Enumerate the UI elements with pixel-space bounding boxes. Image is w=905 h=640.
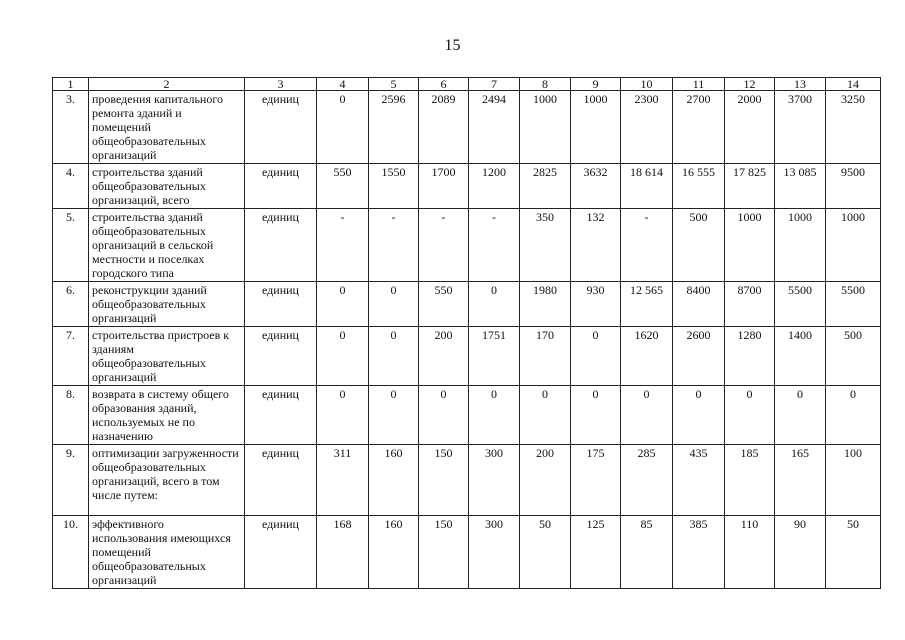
row-description: возврата в систему общего образования зданий, используемых не по назначению [89,386,245,445]
table-cell: 50 [826,516,881,589]
row-unit: единиц [245,91,317,164]
table-cell: 500 [826,327,881,386]
header-row [53,78,881,91]
column-header: 7 [469,78,520,91]
table-cell: - [369,209,419,282]
table-cell: 18 614 [621,164,673,209]
table-cell: 2596 [369,91,419,164]
column-header: 14 [826,78,881,91]
table-cell: 300 [469,445,520,516]
table-cell: 16 555 [673,164,725,209]
column-header: 11 [673,78,725,91]
table-cell: 0 [775,386,826,445]
table-cell: 0 [571,327,621,386]
table-cell: 2700 [673,91,725,164]
row-description: эффективного использования имеющихся помещений общеобразовательных организаций [89,516,245,589]
row-unit: единиц [245,164,317,209]
table-cell: 200 [419,327,469,386]
column-header: 12 [725,78,775,91]
column-header: 9 [571,78,621,91]
table-cell: 13 085 [775,164,826,209]
row-unit: единиц [245,327,317,386]
table-row [53,282,881,327]
table-cell: 85 [621,516,673,589]
table-cell: - [419,209,469,282]
table-cell: 0 [369,386,419,445]
table-cell: 550 [419,282,469,327]
table-cell: 132 [571,209,621,282]
table-cell: 1000 [571,91,621,164]
row-number: 9. [53,445,89,516]
table-cell: 2494 [469,91,520,164]
column-header: 13 [775,78,826,91]
table-cell: 200 [520,445,571,516]
row-unit: единиц [245,282,317,327]
column-header: 10 [621,78,673,91]
table-cell: 170 [520,327,571,386]
table-cell: 1000 [725,209,775,282]
table-cell: 1400 [775,327,826,386]
table-cell: 5500 [826,282,881,327]
table-cell: 1200 [469,164,520,209]
table-row [53,516,881,589]
table-cell: 160 [369,445,419,516]
column-header: 5 [369,78,419,91]
table-cell: 1700 [419,164,469,209]
row-description: оптимизации загруженности общеобразовательных организаций, всего в том числе путем: [89,445,245,516]
data-table [52,77,881,589]
row-description: проведения капитального ремонта зданий и помещений общеобразовательных организаций [89,91,245,164]
row-unit: единиц [245,516,317,589]
table-cell: 0 [369,327,419,386]
table-cell: - [469,209,520,282]
table-cell: 0 [317,282,369,327]
table-cell: - [317,209,369,282]
table-row [53,91,881,164]
table-row [53,445,881,516]
row-number: 8. [53,386,89,445]
table-cell: 0 [621,386,673,445]
table-cell: 90 [775,516,826,589]
table-cell: 350 [520,209,571,282]
table-row [53,164,881,209]
table-cell: 0 [419,386,469,445]
table-row [53,327,881,386]
column-header: 1 [53,78,89,91]
table-cell: 125 [571,516,621,589]
column-header: 2 [89,78,245,91]
row-number: 7. [53,327,89,386]
table-cell: 3700 [775,91,826,164]
table-cell: 1751 [469,327,520,386]
table-cell: 385 [673,516,725,589]
row-number: 5. [53,209,89,282]
table-cell: 50 [520,516,571,589]
table-cell: 1000 [775,209,826,282]
row-number: 4. [53,164,89,209]
table-cell: 0 [369,282,419,327]
table-row [53,386,881,445]
table-cell: 1550 [369,164,419,209]
table-cell: 5500 [775,282,826,327]
table-cell: 0 [469,386,520,445]
table-cell: 0 [317,327,369,386]
table-cell: 8700 [725,282,775,327]
table-cell: 930 [571,282,621,327]
row-number: 6. [53,282,89,327]
table-cell: 110 [725,516,775,589]
table-cell: 3632 [571,164,621,209]
column-header: 4 [317,78,369,91]
column-header: 3 [245,78,317,91]
table-cell: 1000 [826,209,881,282]
row-number: 3. [53,91,89,164]
table-cell: 1000 [520,91,571,164]
table-cell: 3250 [826,91,881,164]
table-cell: 0 [673,386,725,445]
table-cell: 12 565 [621,282,673,327]
row-description: строительства пристроев к зданиям общеобразовательных организаций [89,327,245,386]
table-cell: 2825 [520,164,571,209]
table-cell: 8400 [673,282,725,327]
table-cell: 2600 [673,327,725,386]
table-cell: 185 [725,445,775,516]
table-cell: 1980 [520,282,571,327]
table-cell: 100 [826,445,881,516]
table-row [53,209,881,282]
table-cell: 168 [317,516,369,589]
row-description: строительства зданий общеобразовательных организаций, всего [89,164,245,209]
table-cell: 500 [673,209,725,282]
table-cell: 2000 [725,91,775,164]
table-cell: 300 [469,516,520,589]
table-cell: 1620 [621,327,673,386]
table-cell: 0 [571,386,621,445]
table-cell: 9500 [826,164,881,209]
table-cell: 17 825 [725,164,775,209]
table-cell: 0 [520,386,571,445]
table-cell: 435 [673,445,725,516]
table-cell: 2300 [621,91,673,164]
table-cell: 150 [419,516,469,589]
table-cell: 0 [469,282,520,327]
row-number: 10. [53,516,89,589]
column-header: 8 [520,78,571,91]
table-cell: 2089 [419,91,469,164]
table-cell: 165 [775,445,826,516]
table-cell: 0 [317,386,369,445]
table-cell: 550 [317,164,369,209]
row-unit: единиц [245,386,317,445]
row-description: строительства зданий общеобразовательных организаций в сельской местности и поселках городского типа [89,209,245,282]
row-unit: единиц [245,445,317,516]
table-cell: 160 [369,516,419,589]
table-cell: 1280 [725,327,775,386]
table-cell: - [621,209,673,282]
table-cell: 150 [419,445,469,516]
column-header: 6 [419,78,469,91]
row-description: реконструкции зданий общеобразовательных организаций [89,282,245,327]
table-cell: 175 [571,445,621,516]
table-cell: 0 [725,386,775,445]
page-number: 15 [444,37,461,54]
table-cell: 0 [826,386,881,445]
table-cell: 285 [621,445,673,516]
table-cell: 311 [317,445,369,516]
table-cell: 0 [317,91,369,164]
row-unit: единиц [245,209,317,282]
